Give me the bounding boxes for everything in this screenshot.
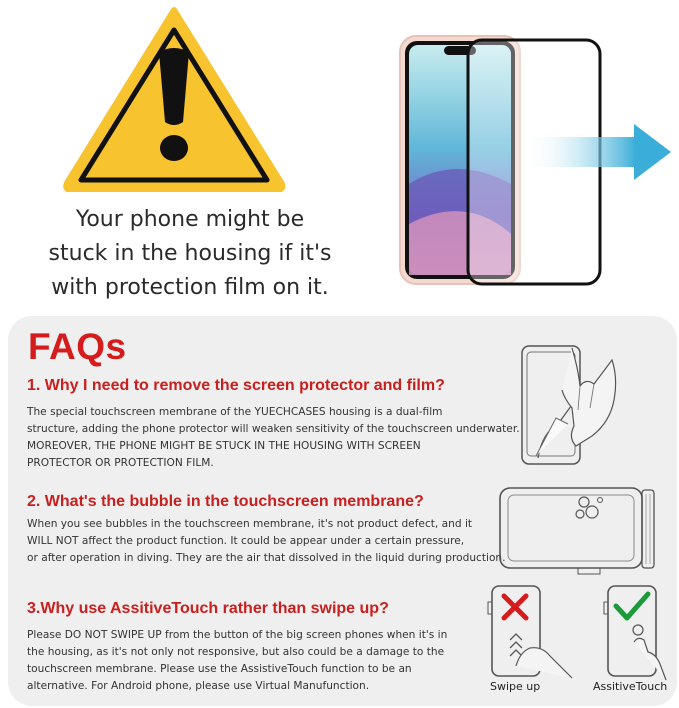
faq-answer-1 (27, 404, 520, 472)
faq-answer-2 (27, 516, 506, 567)
check-icon (616, 594, 648, 618)
faq-answer-3 (27, 627, 497, 695)
answer-line: structure, adding the phone protector will weaken sensitivity of the touchscreen underwater. (27, 423, 520, 435)
warning-line: Your phone might be (75, 207, 305, 232)
answer-line: MOREOVER, THE PHONE MIGHT BE STUCK IN THE HOUSING WITH SCREEN (27, 440, 421, 452)
swipe-up-caption: Swipe up (490, 680, 541, 693)
answer-line: When you see bubbles in the touchscreen membrane, it's not product defect, and it (27, 518, 473, 530)
peel-film-illustration (516, 338, 626, 473)
assistive-touch-caption: AssitiveTouch (593, 680, 668, 693)
swipe-up-illustration (486, 582, 576, 687)
answer-line: WILL NOT affect the product function. It could be appear under a certain pressure, (27, 535, 465, 547)
faq-panel (8, 316, 677, 706)
housing-illustration (496, 482, 656, 583)
answer-line: The special touchscreen membrane of the YUECHCASES housing is a dual-film (27, 406, 443, 418)
faq-question-2: 2. What's the bubble in the touchscreen membrane? (27, 493, 424, 510)
answer-line: or after operation in diving. They are the air that dissolved in the liquid during production. (27, 552, 506, 564)
faq-question-1: 1. Why I need to remove the screen protector and film? (27, 377, 445, 394)
assistive-touch-illustration (600, 582, 676, 687)
faq-question-3: 3.Why use AssitiveTouch rather than swipe up? (27, 600, 389, 617)
cross-icon (504, 596, 526, 618)
warning-message (40, 203, 340, 305)
answer-line: touchscreen membrane. Please use the AssistiveTouch function to be an (27, 663, 412, 675)
answer-line: Please DO NOT SWIPE UP from the button of the big screen phones when it's in (27, 629, 448, 641)
answer-line: alternative. For Android phone, please use Virtual Manufunction. (27, 680, 370, 692)
warning-triangle-icon (58, 2, 290, 192)
answer-line: the housing, as it's not only not responsive, but also could be a damage to the (27, 646, 445, 658)
warning-line: with protection film on it. (51, 275, 329, 300)
answer-line: PROTECTOR OR PROTECTION FILM. (27, 457, 214, 469)
faq-title: FAQs (28, 326, 127, 367)
phone-protector-illustration (396, 34, 676, 290)
warning-line: stuck in the housing if it's (48, 241, 332, 266)
